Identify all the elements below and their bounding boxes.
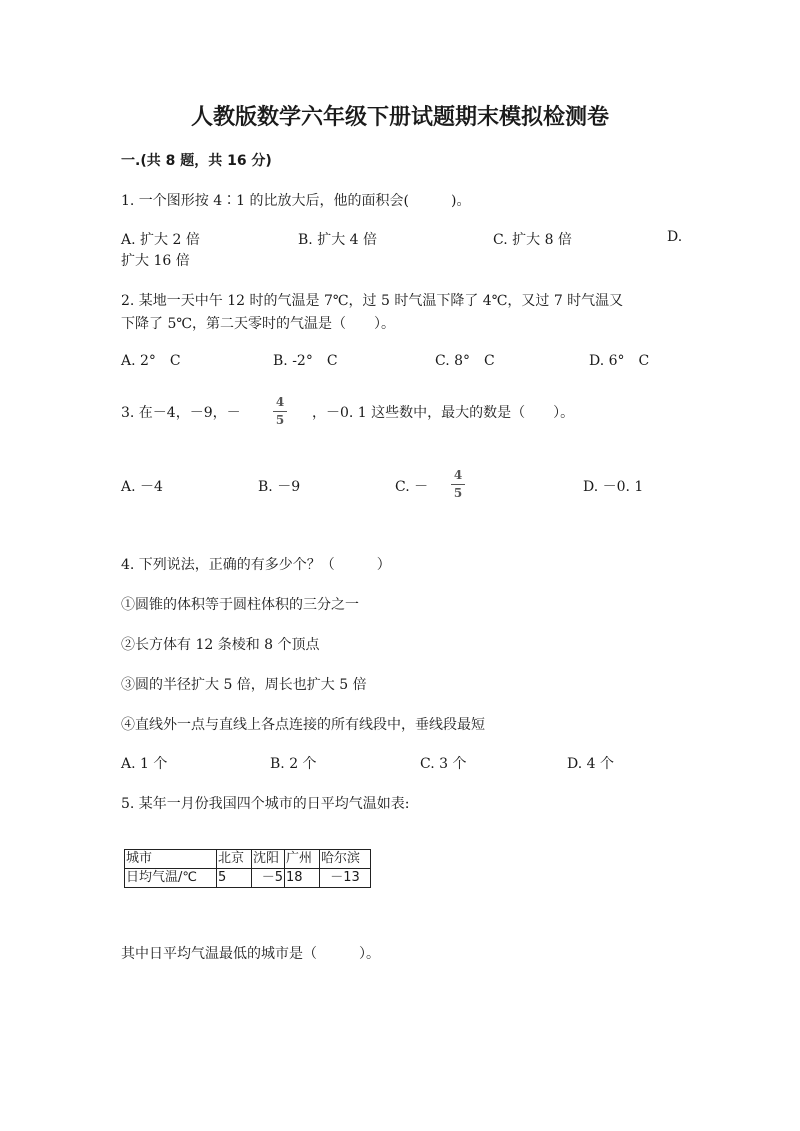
- question-1-option-d-text: 扩大 16 倍: [121, 253, 190, 269]
- question-1-option-d: D.: [667, 229, 683, 245]
- fraction-denominator: 5: [275, 413, 285, 427]
- question-4-option-c: C. 3 个: [420, 756, 467, 772]
- table-header-cell: 广州: [285, 850, 320, 869]
- question-1-option-b: B. 扩大 4 倍: [298, 232, 377, 248]
- table-cell: －5: [252, 869, 285, 888]
- question-2-option-b: B. -2° C: [273, 353, 338, 369]
- table-cell: 日均气温/℃: [125, 869, 217, 888]
- question-3-option-b: B. －9: [258, 479, 301, 495]
- fraction-numerator: 4: [275, 395, 285, 409]
- question-4-option-b: B. 2 个: [270, 756, 317, 772]
- table-header-cell: 沈阳: [252, 850, 285, 869]
- question-4-stem: 4. 下列说法，正确的有多少个？（ ）: [121, 557, 391, 573]
- question-5-stem: 5. 某年一月份我国四个城市的日平均气温如表:: [121, 796, 410, 812]
- question-4-statement-3: ③圆的半径扩大 5 倍，周长也扩大 5 倍: [121, 677, 367, 693]
- question-3-stem-end: ，－0. 1 这些数中，最大的数是（ ）。: [312, 405, 575, 421]
- fraction-bar: [451, 484, 465, 485]
- question-4-statement-4: ④直线外一点与直线上各点连接的所有线段中，垂线段最短: [121, 717, 485, 733]
- question-5-question: 其中日平均气温最低的城市是（ ）。: [121, 946, 380, 962]
- question-2-stem-line-2: 下降了 5℃，第二天零时的气温是（ ）。: [121, 316, 396, 332]
- question-3-option-c-fraction: [451, 469, 465, 500]
- question-3-fraction: [273, 396, 287, 427]
- question-4-option-d: D. 4 个: [567, 756, 614, 772]
- fraction-denominator: 5: [453, 486, 463, 500]
- table-cell: 18: [285, 869, 320, 888]
- table-cell: －13: [320, 869, 371, 888]
- table-header-cell: 城市: [125, 850, 217, 869]
- section-heading: 一.(共 8 题，共 16 分): [121, 153, 272, 169]
- question-2-option-c: C. 8° C: [435, 353, 495, 369]
- question-1-option-c: C. 扩大 8 倍: [493, 232, 572, 248]
- question-4-statement-1: ①圆锥的体积等于圆柱体积的三分之一: [121, 597, 359, 613]
- question-3-option-c: C. －: [395, 479, 429, 495]
- question-1-stem: 1. 一个图形按 4∶1 的比放大后，他的面积会( )。: [121, 193, 471, 209]
- question-1-option-a: A. 扩大 2 倍: [121, 232, 200, 248]
- page-title: 人教版数学六年级下册试题期末模拟检测卷: [190, 105, 609, 130]
- fraction-numerator: 4: [453, 468, 463, 482]
- question-2-option-d: D. 6° C: [589, 353, 650, 369]
- fraction-bar: [273, 411, 287, 412]
- question-3-stem-start: 3. 在－4，－9，－: [121, 405, 241, 421]
- table-header-cell: 哈尔滨: [320, 850, 371, 869]
- question-4-statement-2: ②长方体有 12 条棱和 8 个顶点: [121, 637, 320, 653]
- question-3-option-a: A. －4: [121, 479, 163, 495]
- question-2-option-a: A. 2° C: [121, 353, 181, 369]
- table-header-cell: 北京: [217, 850, 252, 869]
- table-cell: 5: [217, 869, 252, 888]
- table-row: [125, 869, 371, 888]
- table-row: [125, 850, 371, 869]
- city-temperature-table: [124, 849, 371, 888]
- question-3-option-d: D. －0. 1: [583, 479, 644, 495]
- question-4-option-a: A. 1 个: [121, 756, 168, 772]
- question-2-stem-line-1: 2. 某地一天中午 12 时的气温是 7℃，过 5 时气温下降了 4℃，又过 7 时气温又: [121, 293, 624, 309]
